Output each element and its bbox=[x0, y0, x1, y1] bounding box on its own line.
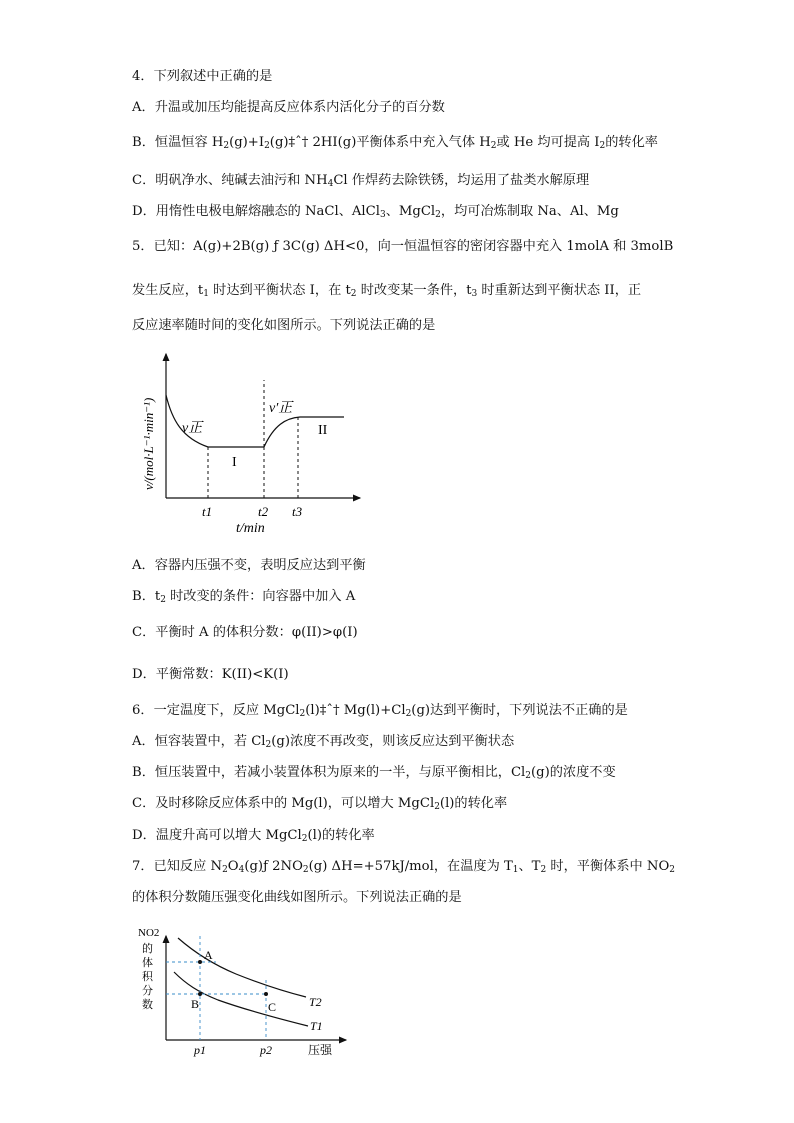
q7-curve-T2 bbox=[178, 938, 306, 997]
q5-tick-t1: t1 bbox=[202, 504, 213, 519]
q5-option-d: D．平衡常数：K(II)<K(I) bbox=[132, 667, 289, 682]
q7-ylabel-fen: 分 bbox=[142, 985, 153, 997]
q7-label-C: C bbox=[268, 1000, 277, 1014]
q7-tick-p2: p2 bbox=[260, 1043, 272, 1057]
q6-option-c: C．及时移除反应体系中的 Mg(l)，可以增大 MgCl$_2$(l)的转化率 bbox=[132, 796, 508, 812]
q4-stem: 4．下列叙述中正确的是 bbox=[132, 69, 273, 84]
q7-label-T2: T2 bbox=[309, 995, 322, 1009]
q5-ylabel: v/(mol·L⁻¹·min⁻¹) bbox=[141, 397, 156, 490]
q7-stem-line2: 的体积分数随压强变化曲线如图所示。下列说法正确的是 bbox=[132, 890, 462, 905]
q5-curve-v-forward bbox=[166, 395, 264, 447]
q7-point-B bbox=[198, 992, 202, 996]
q5-label-v: v正 bbox=[182, 421, 203, 436]
q7-ylabel-ti: 体 bbox=[142, 957, 153, 969]
q4-option-c: C．明矾净水、纯碱去油污和 $NH_4Cl$ 作焊药去除铁锈，均运用了盐类水解原理 bbox=[132, 173, 590, 189]
q5-tick-t3: t3 bbox=[292, 504, 303, 519]
q5-option-b: B．$t_2$ 时改变的条件：向容器中加入 A bbox=[132, 589, 356, 605]
q5-curve-v-forward-prime bbox=[264, 417, 344, 447]
q5-stem-line2: 发生反应，$t_1$ 时达到平衡状态 I，在 $t_2$ 时改变某一条件，$t_3$ 时重新达到平衡状态 II，正 bbox=[132, 283, 642, 299]
q6-option-b: B．恒压装置中，若减小装置体积为原来的一半，与原平衡相比，$Cl_2(g)$的浓度不变 bbox=[132, 765, 616, 781]
q5-tick-t2: t2 bbox=[258, 504, 269, 519]
q7-label-B: B bbox=[191, 997, 200, 1011]
q5-label-vprime: v′正 bbox=[269, 401, 293, 416]
q4-option-b: B．恒温恒容 $H_2(g)+I_2(g)\ddagger ˆ\dagger$ 2HI(g)平衡体系中充入气体 $H_2$或 He 均可提高 $I_2$的转化率 bbox=[132, 135, 658, 151]
q5-option-c: C．平衡时 A 的体积分数：φ(II)>φ(I) bbox=[132, 625, 358, 640]
q7-xlabel: 压强 bbox=[308, 1043, 333, 1057]
q7-stem-line1: 7．已知反应 $N_2O_4(g)ƒ$ $2NO_2(g)$ ΔH=+57kJ/mol，在温度为 $T_1$、$T_2$ 时，平衡体系中 $NO_2$ bbox=[132, 859, 675, 875]
q5-option-a: A．容器内压强不变，表明反应达到平衡 bbox=[132, 558, 366, 573]
q7-point-A bbox=[198, 960, 202, 964]
q7-label-A: A bbox=[204, 948, 213, 962]
q7-ylabel-ji: 积 bbox=[142, 971, 153, 983]
q6-option-d: D．温度升高可以增大 MgCl$_2$(l)的转化率 bbox=[132, 828, 375, 844]
q4-option-a: A．升温或加压均能提高反应体系内活化分子的百分数 bbox=[132, 100, 445, 115]
q5-stem-line1: 5．已知：A(g)+2B(g) ƒ 3C(g) ΔH<0，向一恒温恒容的密闭容器中充入 1molA 和 3molB bbox=[132, 239, 674, 254]
q5-rate-chart bbox=[136, 350, 366, 540]
q5-stem-line3: 反应速率随时间的变化如图所示。下列说法正确的是 bbox=[132, 318, 436, 333]
q7-no2-chart bbox=[136, 922, 356, 1062]
q7-ylabel-de: 的 bbox=[142, 943, 153, 955]
q5-region-2: II bbox=[318, 423, 328, 438]
q7-label-T1: T1 bbox=[310, 1019, 323, 1033]
q7-ylabel-shu: 数 bbox=[142, 999, 153, 1011]
q5-xlabel: t/min bbox=[236, 521, 265, 536]
q6-stem: 6．一定温度下，反应 MgCl$_2$(l)‡ˆ† $Mg(l)+Cl_2(g)$达到平衡时，下列说法不正确的是 bbox=[132, 703, 628, 719]
q4-option-d: D．用惰性电极电解熔融态的 NaCl、AlCl$_3$、MgCl$_2$，均可冶炼制取 Na、Al、Mg bbox=[132, 204, 619, 220]
q5-region-1: I bbox=[232, 455, 237, 470]
q7-ylabel-no2: NO2 bbox=[138, 927, 160, 939]
q7-tick-p1: p1 bbox=[194, 1043, 206, 1057]
q6-option-a: A．恒容装置中，若 $Cl_2(g)$浓度不再改变，则该反应达到平衡状态 bbox=[132, 734, 515, 750]
q7-point-C bbox=[264, 992, 268, 996]
